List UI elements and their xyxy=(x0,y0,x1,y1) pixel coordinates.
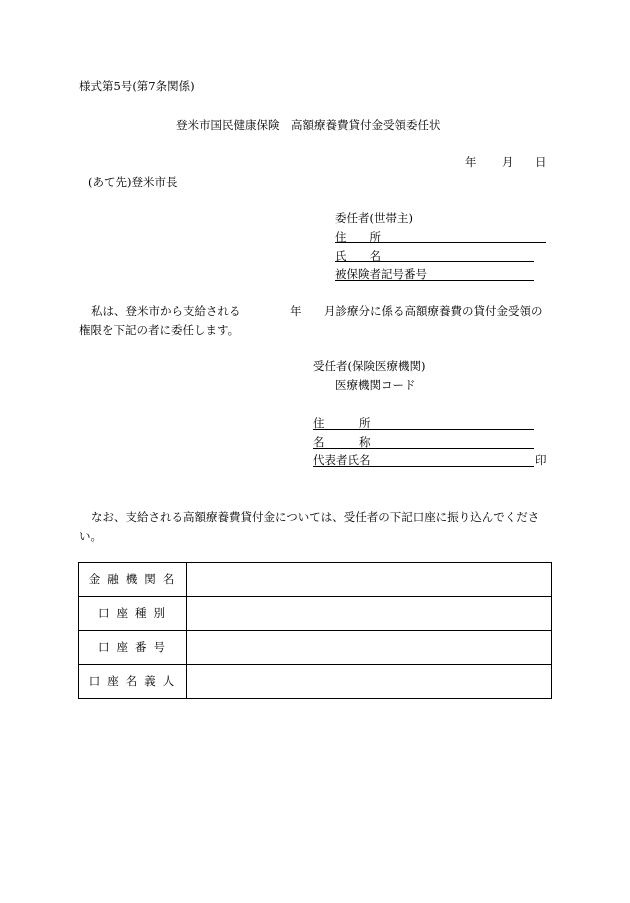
body1-year: 年 xyxy=(290,304,302,318)
form-number: 様式第5号(第7条関係) xyxy=(79,79,195,93)
table-row xyxy=(79,597,552,631)
body2-line2: い。 xyxy=(79,529,102,543)
delegate-name-label: 名 称 xyxy=(313,435,371,449)
delegate-address-line[interactable] xyxy=(313,429,534,430)
bank-name-label: 金融機関名 xyxy=(79,563,187,597)
delegate-rep-line[interactable] xyxy=(313,466,534,467)
date-year: 年 xyxy=(465,155,477,169)
body1-part2: 月診療分に係る高額療養費の貸付金受領の xyxy=(324,304,543,318)
table-row xyxy=(79,563,552,597)
document-title: 登米市国民健康保険 高額療養費貸付金受領委任状 xyxy=(176,118,441,132)
delegator-insured-no-line[interactable] xyxy=(335,280,534,281)
bank-account-table xyxy=(78,562,552,699)
account-number-label: 口座番号 xyxy=(79,631,187,665)
body1-line2: 権限を下記の者に委任します。 xyxy=(79,323,240,337)
account-number-field[interactable] xyxy=(187,631,552,665)
account-holder-label: 口座名義人 xyxy=(79,665,187,699)
delegator-address-label: 住 所 xyxy=(335,230,381,244)
delegator-name-line[interactable] xyxy=(335,261,534,262)
delegate-heading: 受任者(保険医療機関) xyxy=(313,359,426,373)
date-day: 日 xyxy=(535,155,547,169)
delegate-rep-label: 代表者氏名 xyxy=(313,453,371,467)
delegator-insured-no-label: 被保険者記号番号 xyxy=(335,267,427,281)
seal-mark: 印 xyxy=(535,453,547,467)
delegate-name-line[interactable] xyxy=(313,448,534,449)
bank-name-field[interactable] xyxy=(187,563,552,597)
account-type-label: 口座種別 xyxy=(79,597,187,631)
addressee: (あて先)登米市長 xyxy=(88,175,178,189)
delegator-heading: 委任者(世帯主) xyxy=(335,211,413,225)
delegate-code-label: 医療機関コード xyxy=(335,378,416,392)
delegator-address-line[interactable] xyxy=(335,242,546,243)
delegate-address-label: 住 所 xyxy=(313,416,371,430)
table-row xyxy=(79,631,552,665)
account-holder-field[interactable] xyxy=(187,665,552,699)
delegator-name-label: 氏 名 xyxy=(335,249,381,263)
body1-part1: 私は、登米市から支給される xyxy=(91,304,241,318)
table-row xyxy=(79,665,552,699)
account-type-field[interactable] xyxy=(187,597,552,631)
body2-line1: なお、支給される高額療養費貸付金については、受任者の下記口座に振り込んでくださ xyxy=(91,510,540,524)
date-month: 月 xyxy=(502,155,514,169)
